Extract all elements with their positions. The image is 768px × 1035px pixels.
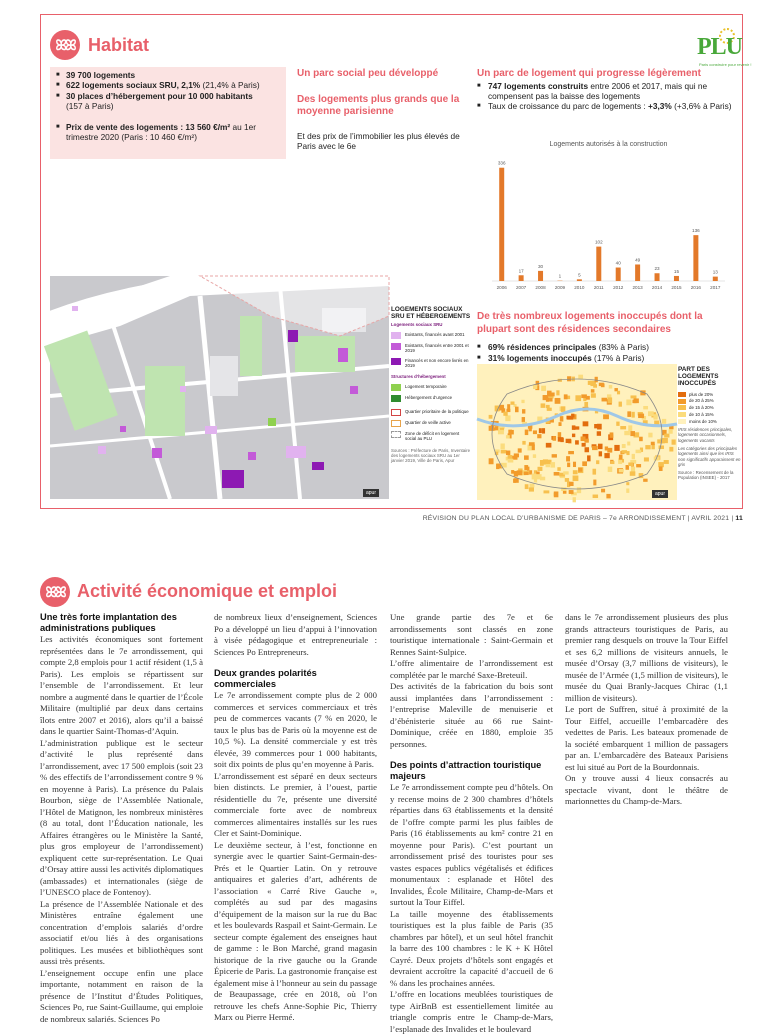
vacancy-heading: De très nombreux logements inoccupés dont la plupart sont des résidences secondaires [477,311,739,336]
iris-block [558,422,561,426]
iris-block [560,416,564,421]
tick-label: 2015 [671,285,682,290]
iris-block [636,464,641,467]
iris-block [572,434,575,438]
iris-block [529,426,532,431]
legend2-note: IRIS résidences principales, logements occasionnels, logements vacants [678,427,742,443]
iris-block [598,444,603,449]
plu-logo-subtitle: Paris construire pour revenir ! [699,62,751,67]
habitat-title: Habitat [88,35,149,56]
iris-block [643,406,648,409]
iris-block [563,471,568,474]
iris-block [554,472,560,476]
iris-block [550,462,555,468]
iris-block [614,445,619,451]
legend2-item: plus de 20% [678,392,742,397]
iris-block [508,459,514,463]
iris-block [631,395,637,398]
larger-housing-heading: Des logements plus grands que la moyenne parisienne [297,94,465,119]
iris-block [662,419,666,424]
growth-rate-bullet: ■ Taux de croissance du parc de logements : +3,3% (+3,6% à Paris) [477,101,739,111]
iris-block [588,381,593,385]
data-label: 17 [519,268,525,273]
iris-block [510,401,514,404]
paragraph: de nombreux lieux d’enseignement, Sciences Po a développé un lieu d’appui à l’innovation à visée pédagogique et entrepreneuriale : Sciences Po Entrepreneurs. [214,612,377,658]
iris-block [501,450,507,454]
iris-block [539,428,542,433]
iris-block [610,432,614,437]
vacancy-list [477,342,739,365]
iris-block [573,497,576,502]
iris-block [577,487,581,493]
iris-block [632,454,635,459]
paragraph: Une grande partie des 7e et 6e arrondissements sont classés en zone touristique internationale : Saint-Germain et Rennes Saint-Sulpice. [390,612,553,658]
iris-block [530,484,535,488]
data-label: 1 [559,274,562,279]
activite-title: Activité économique et emploi [77,581,337,602]
iris-block [489,415,493,419]
column-3 [390,612,553,1024]
iris-block [506,435,510,438]
iris-block [659,466,663,471]
iris-block [664,434,669,438]
apur-badge-2: apur [652,490,668,498]
iris-block [575,395,581,401]
data-label: 102 [595,240,603,245]
vacancy-map [477,364,677,500]
iris-block [630,471,636,475]
chart-title: Logements autorisés à la construction [550,141,668,148]
iris-block [534,477,537,483]
iris-block [567,463,570,467]
legend2-title: PART DES LOGEMENTS INOCCUPÉS [678,366,742,388]
iris-block [567,417,573,420]
iris-block [515,407,519,413]
activite-columns [40,612,743,1024]
column-3-heading: Des points d’attraction touristique majeurs [390,760,553,781]
social-housing-map-svg [50,276,389,499]
key-figure-social-housing: ■ 622 logements sociaux SRU, 2,1% (21,4% à Paris) [56,80,280,90]
column-2-heading: Deux grandes polarités commerciales [214,668,377,689]
data-label: 30 [538,264,544,269]
bar [693,235,698,281]
iris-block [644,457,649,461]
apur-badge-1: apur [363,489,379,497]
social-housing-map-legend [391,306,471,464]
paragraph: Les activités économiques sont fortement représentées dans le 7e arrondissement, qui compte 2,8 emplois pour 1 actif résident (1,5 à Paris). Les emplois se répartissent sur l’ensemble de l’arrondissement. Et leur nombre a augmenté dans le quartier de l’École Militaire (multiplié par deux dans certains îlots entre 2007 et 2016), alors qu’il a baissé dans le quartier Saint-Thomas-d’Aquin. [40,634,203,738]
page-footer: RÉVISION DU PLAN LOCAL D’URBANISME DE PARIS – 7e ARRONDISSEMENT | AVRIL 2021 | 11 [423,515,743,522]
iris-block [522,409,525,413]
iris-block [638,414,644,418]
iris-block [606,494,610,498]
data-label: 49 [635,257,641,262]
iris-block [616,422,619,426]
data-label: 5 [578,272,581,277]
iris-block [495,426,498,430]
iris-block [573,475,579,481]
iris-block [533,430,537,434]
iris-block [648,411,654,416]
tick-label: 2008 [535,285,546,290]
tick-label: 2012 [613,285,624,290]
iris-block [617,391,620,395]
people-icon: ꕤꕤ [40,577,70,607]
tick-label: 2016 [691,285,702,290]
iris-block [529,487,534,491]
paragraph: On y trouve aussi 4 lieux consacrés au spectacle vivant, dont le théâtre de marionnettes du Champ-de-Mars. [565,773,728,808]
iris-block [541,403,546,407]
iris-block [555,398,561,404]
key-figure-housing: ■ 39 700 logements [56,70,280,80]
iris-block [566,439,571,443]
iris-block [553,436,557,441]
iris-block [506,451,510,456]
paragraph: L’arrondissement est séparé en deux secteurs bien distincts. Le premier, à l’ouest, partie résidentielle du 7e, présente une diversité commerciale forte avec de nombreux commerces alimentaires installés sur les rues Cler et Saint-Dominique. [214,771,377,840]
iris-block [599,383,604,386]
iris-block [659,445,664,449]
iris-block [540,460,544,466]
legend1-item: Quartier de veille active [391,420,471,427]
iris-block [537,434,541,438]
iris-block [507,404,510,409]
iris-block [556,390,559,395]
construction-chart-svg [486,133,731,303]
legend1-item: Zone de déficit en logement social au PLU [391,431,471,442]
construction-chart [486,133,731,303]
bar [499,168,504,281]
iris-block [664,460,669,464]
iris-block [597,424,602,430]
iris-block [645,445,650,449]
vacant-housing-bullet: ■ 31% logements inoccupés (17% à Paris) [477,353,739,364]
tick-label: 2009 [555,285,566,290]
iris-block [569,482,573,486]
data-label: 40 [616,261,622,266]
legend2-item: de 10 à 15% [678,412,742,417]
social-housing-map [50,276,389,499]
iris-block [593,384,597,388]
iris-block [498,430,504,434]
tick-label: 2010 [574,285,585,290]
iris-block [593,480,596,486]
bar [616,268,621,281]
iris-block [636,450,642,453]
iris-block [569,490,574,494]
paragraph: L’administration publique est le secteur d’activité le plus représenté dans l’arrondissement, avec 17 500 emplois (soit 23 % des effectifs de l’arrondissement contre 9 % en moyenne à Paris). La présence du Palais Bourbon, siège de l’Assemblée Nationale, l’Hôtel de Matignon, les nombreux ministères (8 au total, dont l’Éducation nationale, les Affaires étrangères ou le Ministère la Santé, plus gros employeur de l’arrondissement) expliquent cette sur-représentation. Le Quai d’Orsay attire aussi les activités diplomatiques (ambassades) et internationales (siège de l’UNESCO place de Fontenoy). [40,738,203,899]
bar [655,273,660,281]
iris-block [517,470,523,475]
paragraph: Le 7e arrondissement compte peu d’hôtels. On y recense moins de 2 300 chambres d’hôtels réparties dans 63 établissements et la densité de l’offre compte parmi les plus faibles de Paris (16 établissements au km² contre 21 en moyenne pour Paris). C’est pourtant un arrondissement prisé des touristes pour ses vastes espaces publics végétalisés et édifices monumentaux : esplanade et Hôtel des Invalides, École Militaire, Champ-de-Mars et surtout la Tour Eiffel. [390,782,553,909]
legend1-item: Hébergement d’urgence [391,395,471,402]
iris-block [627,411,631,417]
iris-block [529,442,535,446]
tick-label: 2017 [710,285,721,290]
bar [635,264,640,281]
iris-block [513,479,516,483]
iris-block [572,425,576,429]
iris-block [578,468,582,472]
bar [538,271,543,281]
iris-block [573,462,576,467]
iris-block [543,395,549,400]
iris-block [533,385,537,389]
iris-block [568,451,574,454]
iris-block [662,438,668,443]
legend1-item: Existants, financés entre 2001 et 2019 [391,343,471,354]
iris-block [558,437,563,442]
bar [713,277,718,281]
paragraph: dans le 7e arrondissement plusieurs des plus grands attracteurs touristiques de Paris, au premier rang desquels on trouve la Tour Eiffel et ses 6,2 millions de visiteurs annuels, le musée d’Orsay (3,7 millions de visiteurs), le musée de l’Armée (1,5 million de visiteurs), le musée du Quai Branly-Jacques Chirac (1,1 million de visiteurs). [565,612,728,704]
bar [519,275,524,281]
iris-block [542,428,545,433]
iris-block [525,430,529,435]
iris-block [552,454,557,457]
people-icon: ꕤꕤ [50,30,80,60]
legend1-subtitle: Logements sociaux SRU [391,322,471,327]
iris-block [522,417,525,422]
paragraph: Le 7e arrondissement compte plus de 2 000 commerces et services commerciaux et très peu de commerces vacants (7 % en 2020, le taux le plus bas de Paris où la moyenne est de 10,5 %). La densité commerciale y est très élevée, 39 commerces pour 1 000 habitants, soit dix points de plus qu’en moyenne à Paris. [214,690,377,771]
iris-block [537,467,542,471]
housing-stock-heading: Un parc de logement qui progresse légèrement [477,68,739,81]
iris-block [582,443,586,447]
column-1-heading: Une très forte implantation des administrations publiques [40,612,203,633]
iris-block [584,402,588,407]
iris-block [639,437,643,441]
iris-block [622,444,626,448]
legend2-item: moins de 10% [678,419,742,424]
iris-block [669,447,673,452]
habitat-right-column [477,68,739,112]
iris-block [557,467,560,471]
iris-block [564,394,568,399]
legend1-item: Existants, financés avant 2001 [391,332,471,339]
paragraph: Le deuxième secteur, à l’est, fonctionne en synergie avec le quartier Saint-Germain-des-Prés et le Quartier Latin. On y retrouve antiquaires et galeries d’art, adhérents de l’association « Carré Rive Gauche », complétés au sud par des magasins d’équipement de la maison sur la rue du Bac et les boulevards Raspail et Saint-Germain. Le secteur compte également des enseignes haut de gamme : le Bon Marché, grand magasin historique de la rive gauche ou la Grande Épicerie de Paris. La gastronomie française est également mise à l’honneur au sein du passage de Beaupassage, crée en 2018, où l’on retrouve les chefs Anne-Sophie Pic, Thierry Marx ou Pierre Hermé. [214,840,377,1024]
iris-block [602,398,608,402]
bar [674,276,679,281]
iris-block [525,484,529,489]
iris-block [558,432,561,438]
legend2-item: de 15 à 20% [678,405,742,410]
iris-block [489,458,494,464]
data-label: 13 [713,270,719,275]
legend1-item: Quartier prioritaire de la politique [391,409,471,416]
column-4 [565,612,728,1024]
column-1 [40,612,203,1024]
iris-block [672,439,676,444]
data-label: 336 [498,161,506,166]
prices-text: Et des prix de l’immobilier les plus élevés de Paris avec le 6e [297,131,465,152]
iris-block [628,425,632,431]
iris-block [595,377,598,383]
paragraph: Le port de Suffren, situé à proximité de la Tour Eiffel, accueille l’embarcadère des vedettes de Paris. Les bateaux promenade de la société embarquent 1 million de passagers par an. L’embarcadère des Bateaux Parisiens est lui situé au Port de la Bourdonnais. [565,704,728,773]
main-residences-bullet: ■ 69% résidences principales (83% à Paris) [477,342,739,353]
paragraph: L’offre alimentaire de l’arrondissement est complétée par le marché Saxe-Breteuil. [390,658,553,681]
iris-block [643,479,647,482]
iris-block [603,414,609,419]
iris-block [626,399,631,405]
iris-block [522,441,525,445]
iris-block [604,453,609,458]
legend1-item: Financés et non encore livrés en 2019 [391,358,471,369]
iris-block [669,429,673,433]
bar [577,279,582,281]
iris-block [544,490,550,493]
key-figures-box [50,67,286,159]
iris-block [521,400,524,403]
iris-block [599,451,602,456]
legend1-item: Logement temporaire [391,384,471,391]
housing-built-bullet: ■ 747 logements construits entre 2006 et 2017, mais qui ne compensent pas la baisse des logements [477,81,739,102]
iris-block [573,470,578,474]
iris-block [608,467,613,472]
paragraph: L’offre en locations meublées touristiques de type AirBnB est essentiellement limitée au triangle compris entre le Champ-de-Mars, l’esplanade des Invalides et le boulevard [390,989,553,1035]
iris-block [593,495,598,498]
iris-block [601,489,605,493]
tick-label: 2006 [497,285,508,290]
iris-block [526,467,529,471]
iris-block [505,415,510,421]
iris-block [524,455,529,459]
key-figure-price: ■ Prix de vente des logements : 13 560 €/m² au 1er trimestre 2020 (Paris : 10 460 €/m²) [56,122,280,143]
plu-logo-text: PLU [697,34,742,61]
legend2-source: Source : Recensement de la Population (INSEE) - 2017 [678,470,742,481]
iris-block [565,478,569,482]
iris-block [596,460,599,464]
tick-label: 2011 [594,285,604,290]
iris-block [533,454,536,458]
iris-block [591,393,596,397]
iris-block [585,447,589,452]
iris-block [581,394,587,398]
iris-block [632,412,635,418]
iris-block [578,375,583,379]
iris-block [605,446,608,450]
iris-block [620,426,626,429]
data-label: 15 [674,269,680,274]
tick-label: 2014 [652,285,663,290]
iris-block [561,487,566,491]
plu-logo [697,28,741,68]
bar [596,247,601,281]
legend1-struct-title: Structures d’hébergement [391,374,471,379]
page-number: 11 [735,515,743,522]
iris-block [536,472,539,475]
iris-block [554,491,559,497]
data-label: 23 [654,266,660,271]
iris-block [575,440,579,444]
iris-block [624,431,630,435]
iris-block [597,431,601,436]
iris-block [626,482,629,485]
paragraph: La taille moyenne des établissements touristiques est la plus faible de Paris (35 chambres par hôtel), et un seul hôtel franchit la barre des 100 chambres : le K + K Hôtel Cayré. Deux projets d’hôtels sont engagés et devraient accroître la capacité d’accueil de 6 % dans les prochaines années. [390,909,553,990]
iris-block [506,409,510,412]
iris-block [626,488,629,492]
iris-block [524,472,529,475]
key-figure-shelter: ■ 30 places d’hébergement pour 10 000 habitants (157 à Paris) [56,91,280,112]
iris-block [619,455,623,460]
iris-block [546,443,552,448]
iris-block [566,456,570,461]
iris-block [581,436,586,441]
iris-block [541,386,546,391]
iris-block [611,461,615,464]
habitat-mid-column [297,68,465,152]
iris-block [653,414,657,419]
iris-block [518,448,522,452]
vacancy-map-legend [678,366,742,481]
iris-block [648,433,652,438]
iris-block [546,464,550,467]
paragraph: L’enseignement occupe enfin une place importante, notamment en raison de la présence de l’Institut d’Études Politiques, Sciences Po, rue Saint-Guillaume, qui emploie de nombreux salariés. Sciences Po [40,968,203,1026]
iris-block [582,461,587,466]
social-housing-heading: Un parc social peu développé [297,68,465,81]
legend1-title: LOGEMENTS SOCIAUX SRU ET HÉBERGEMENTS [391,306,471,320]
iris-block [609,385,613,389]
iris-block [628,462,633,466]
iris-block [550,392,554,396]
iris-block [630,431,635,436]
iris-block [592,446,598,450]
column-2 [214,612,377,1024]
iris-block [651,442,655,445]
iris-block [561,406,566,412]
legend2-note2: Les catégories des principales logements ainsi que les IRIS non significatifs apparaissent en gris [678,446,742,467]
legend1-source: Sources : Préfecture de Paris, Inventaire des logements sociaux SRU au 1er janvier 2019, Ville de Paris, Apur [391,448,471,464]
paragraph: Des activités de la fabrication du bois sont aussi implantées dans l’arrondissement : l’entreprise Maleville de menuiserie et d’ébénisterie située au 66 rue Saint-Dominique, créée en 1880, emploie 35 personnes. [390,681,553,750]
iris-block [593,469,597,475]
iris-block [546,405,550,408]
vacancy-map-svg [477,364,677,500]
iris-block [619,402,622,407]
iris-block [619,469,624,472]
iris-block [608,397,613,403]
legend2-item: de 20 à 25% [678,398,742,403]
iris-block [503,412,507,416]
iris-block [549,398,552,401]
iris-block [583,421,589,426]
tick-label: 2013 [633,285,644,290]
iris-block [587,455,591,461]
data-label: 136 [692,228,700,233]
iris-block [627,442,630,446]
iris-block [489,426,495,431]
paragraph: La présence de l’Assemblée Nationale et des Ministères entraîne également une concentration d’emplois salariés d’ordre associatif et/ou liés à des organisations politiques. Les musées et bibliothèques sont aussi très présents. [40,899,203,968]
iris-block [591,389,595,392]
iris-block [621,450,627,453]
tick-label: 2007 [516,285,527,290]
iris-block [632,400,636,403]
iris-block [547,408,552,411]
iris-block [500,443,504,449]
